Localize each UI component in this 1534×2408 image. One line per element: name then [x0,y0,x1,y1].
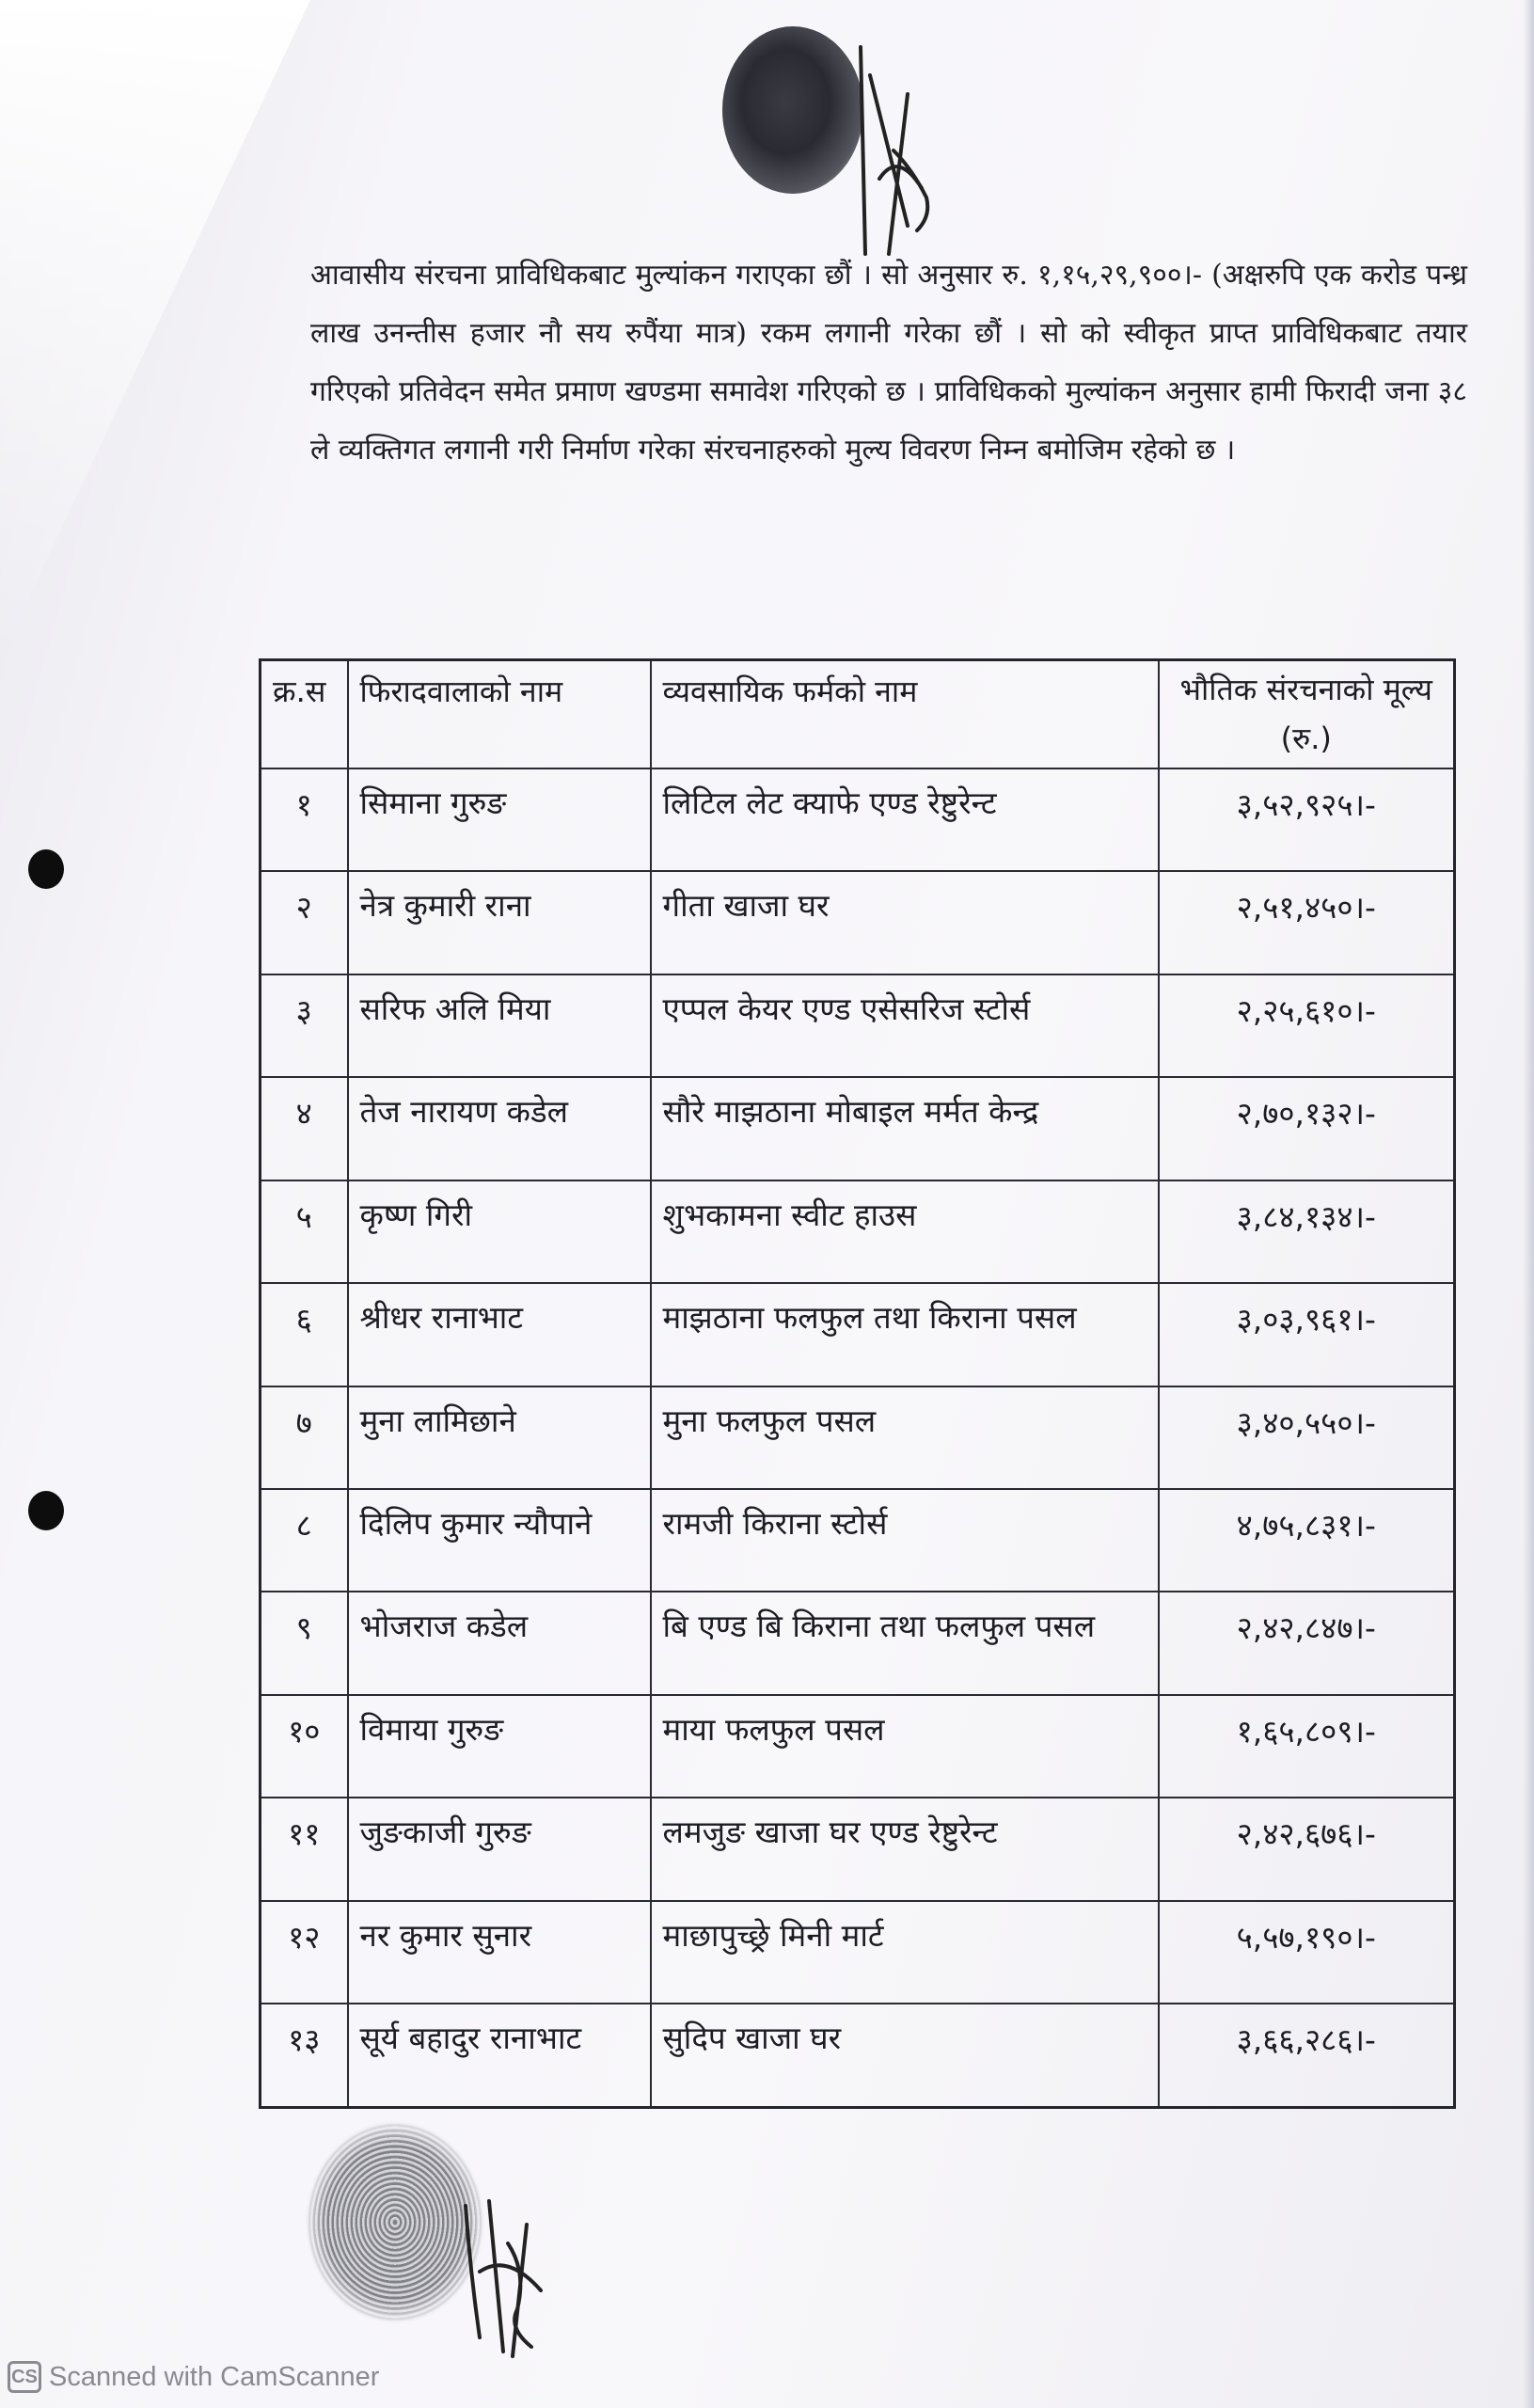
cell-sn: ६ [261,1283,348,1386]
cell-name: सूर्य बहादुर रानाभाट [348,2004,651,2107]
cell-sn: ९ [261,1592,348,1694]
table-row [261,2004,1455,2107]
table-row [261,1695,1455,1798]
cell-name: नर कुमार सुनार [348,1901,651,2004]
cell-sn: ३ [261,974,348,1077]
cell-firm: मुना फलफुल पसल [651,1386,1159,1489]
valuation-table-wrap [259,658,1453,2109]
cell-sn: ११ [261,1798,348,1900]
cell-value: ५,५७,१९०।- [1159,1901,1455,2004]
cell-value: १,६५,८०९।- [1159,1695,1455,1798]
camscanner-text: Scanned with CamScanner [49,2361,380,2392]
cell-value: २,४२,६७६।- [1159,1798,1455,1900]
intro-paragraph: आवासीय संरचना प्राविधिकबाट मुल्यांकन गराएका छौं । सो अनुसार रु. १,१५,२९,९००।- (अक्षरुपि एक करोड पन्ध्र लाख उनन्तीस हजार नौ सय रुपैंया मात्र) रकम लगानी गरेका छौं । सो को स्वीकृत प्राप्त प्राविधिकबाट तयार गरिएको प्रतिवेदन समेत प्रमाण खण्डमा समावेश गरिएको छ । प्राविधिकको मुल्यांकन अनुसार हामी फिरादी जना ३८ ले व्यक्तिगत लगानी गरी निर्माण गरेका संरचनाहरुको मुल्य विवरण निम्न बमोजिम रहेको छ । [310,259,1467,467]
cell-value: २,५१,४५०।- [1159,871,1455,974]
cell-sn: १० [261,1695,348,1798]
table-row [261,768,1455,871]
cell-name: श्रीधर रानाभाट [348,1283,651,1386]
cell-sn: १३ [261,2004,348,2107]
table-row [261,1489,1455,1592]
cell-name: विमाया गुरुङ [348,1695,651,1798]
cell-sn: २ [261,871,348,974]
cell-name: सरिफ अलि मिया [348,974,651,1077]
header-firm: व्यवसायिक फर्मको नाम [651,660,1159,769]
table-row [261,1386,1455,1489]
table-row [261,1901,1455,2004]
punch-hole [28,1491,64,1530]
cell-name: भोजराज कडेल [348,1592,651,1694]
cell-value: २,७०,१३२।- [1159,1077,1455,1180]
table-row [261,1283,1455,1386]
cell-value: ३,६६,२८६।- [1159,2004,1455,2107]
cell-value: ३,०३,९६१।- [1159,1283,1455,1386]
cell-firm: एप्पल केयर एण्ड एसेसरिज स्टोर्स [651,974,1159,1077]
cell-sn: १२ [261,1901,348,2004]
cell-name: जुङकाजी गुरुङ [348,1798,651,1900]
cell-name: नेत्र कुमारी राना [348,871,651,974]
table-header-row [261,660,1455,769]
signature-top [842,38,945,263]
cell-value: ४,७५,८३१।- [1159,1489,1455,1592]
cell-firm: बि एण्ड बि किराना तथा फलफुल पसल [651,1592,1159,1694]
cell-firm: माझठाना फलफुल तथा किराना पसल [651,1283,1159,1386]
cell-firm: सुदिप खाजा घर [651,2004,1159,2107]
cell-firm: सौरे माझठाना मोबाइल मर्मत केन्द्र [651,1077,1159,1180]
cell-firm: लिटिल लेट क्याफे एण्ड रेष्टुरेन्ट [651,768,1159,871]
table-row [261,1592,1455,1694]
valuation-table [259,658,1456,2109]
table-row [261,974,1455,1077]
cell-name: मुना लामिछाने [348,1386,651,1489]
cell-value: ३,५२,९२५।- [1159,768,1455,871]
cell-value: ३,८४,१३४।- [1159,1180,1455,1283]
cell-name: तेज नारायण कडेल [348,1077,651,1180]
signature-bottom [451,2187,555,2361]
camscanner-watermark [8,2358,379,2396]
cell-firm: लमजुङ खाजा घर एण्ड रेष्टुरेन्ट [651,1798,1159,1900]
cell-value: ३,४०,५५०।- [1159,1386,1455,1489]
cell-name: सिमाना गुरुङ [348,768,651,871]
camscanner-logo-icon: CS [8,2361,41,2393]
header-name: फिरादवालाको नाम [348,660,651,769]
cell-firm: रामजी किराना स्टोर्स [651,1489,1159,1592]
punch-hole [28,849,64,889]
cell-sn: ४ [261,1077,348,1180]
table-row [261,1798,1455,1900]
cell-name: दिलिप कुमार न्यौपाने [348,1489,651,1592]
table-row [261,1180,1455,1283]
cell-sn: ८ [261,1489,348,1592]
page-edge [1523,0,1534,2408]
header-sn: क्र.स [261,660,348,769]
table-row [261,1077,1455,1180]
cell-value: २,४२,८४७।- [1159,1592,1455,1694]
cell-firm: शुभकामना स्वीट हाउस [651,1180,1159,1283]
cell-name: कृष्ण गिरी [348,1180,651,1283]
cell-value: २,२५,६१०।- [1159,974,1455,1077]
cell-sn: ५ [261,1180,348,1283]
cell-firm: माछापुच्छ्रे मिनी मार्ट [651,1901,1159,2004]
header-value: भौतिक संरचनाको मूल्य (रु.) [1159,660,1455,769]
table-row [261,871,1455,974]
cell-sn: १ [261,768,348,871]
page-glare [0,0,310,658]
cell-firm: माया फलफुल पसल [651,1695,1159,1798]
cell-firm: गीता खाजा घर [651,871,1159,974]
cell-sn: ७ [261,1386,348,1489]
